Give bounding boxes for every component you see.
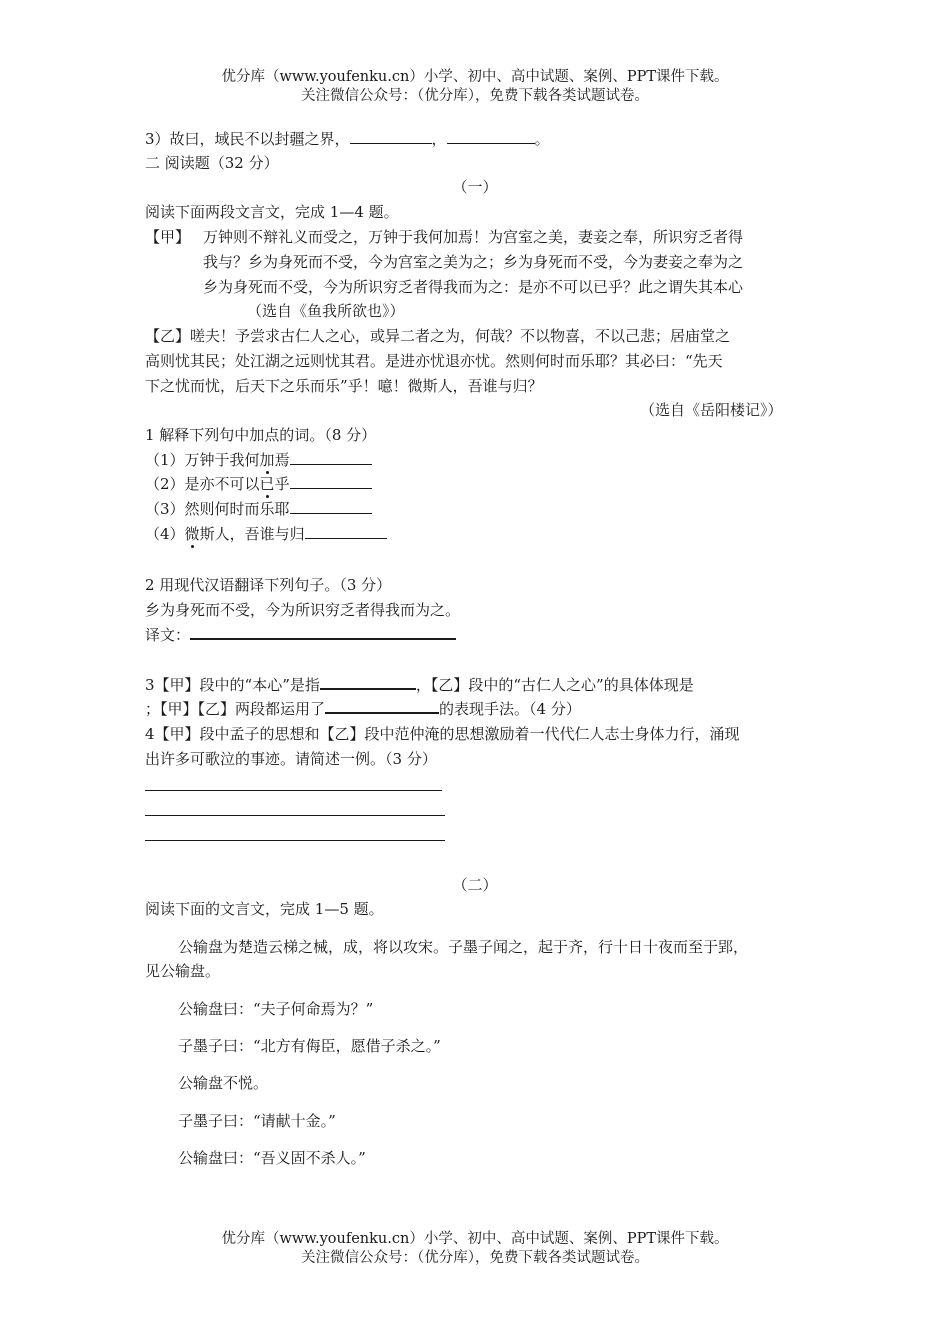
question-4-line: 出许多可歌泣的事迹。请简述一例。（3 分） — [145, 750, 437, 768]
item-text: （4） — [145, 525, 185, 543]
item-text: 焉 — [274, 451, 290, 469]
item-text: （1）万钟于我何 — [145, 451, 260, 469]
item-text: 乎 — [274, 475, 290, 493]
footer-line-2: 关注微信公众号：（优分库），免费下载各类试题试卷。 — [301, 1250, 649, 1266]
passage-jia-tag: 【甲】 — [145, 228, 191, 246]
question-2-sentence: 乡为身死而不受，今为所识穷乏者得我而为之。 — [145, 601, 461, 619]
header-line-1: 优分库（www.youfenku.cn）小学、初中、高中试题、案例、PPT课件下载。 — [221, 69, 729, 85]
question-3-line — [145, 674, 694, 696]
translation-row — [145, 624, 456, 646]
fill-q3-prefix: 3）故曰，域民不以封疆之界， — [145, 130, 350, 148]
dialog-line: 公输盘曰：“夫子何命焉为？” — [178, 1000, 374, 1018]
passage-jia-line: 我与？乡为身死而不受，今为宫室之美为之；乡为身死而不受，今为妻妾之奉为之 — [203, 253, 744, 271]
dotted-word: 已 — [259, 475, 275, 493]
answer-line[interactable] — [145, 840, 445, 841]
dialog-line: 子墨子曰：“北方有侮臣，愿借子杀之。” — [178, 1037, 441, 1055]
passage-jia-line: 乡为身死而不受，今为所识穷乏者得我而为之：是亦不可以已乎？此之谓失其本心 — [203, 278, 744, 296]
answer-blank[interactable] — [320, 674, 416, 690]
dialog-line: 公输盘曰：“吾义固不杀人。” — [178, 1149, 366, 1167]
translation-label: 译文： — [145, 626, 191, 644]
fill-question-3 — [145, 128, 550, 150]
dialog-line: 子墨子曰：“请献十金。” — [178, 1112, 336, 1130]
dotted-word: 微 — [184, 525, 200, 543]
answer-blank[interactable] — [290, 450, 372, 465]
question-4-line: 4【甲】段中孟子的思想和【乙】段中范仲淹的思想激励着一代代仁人志士身体力行，涌现 — [145, 725, 740, 743]
passage-yi-source: （选自《岳阳楼记》） — [640, 401, 783, 419]
answer-line[interactable] — [145, 790, 442, 791]
question-1-item — [145, 473, 372, 495]
answer-blank[interactable] — [290, 474, 372, 489]
answer-blank[interactable] — [305, 524, 387, 539]
passage-yi-line: 高则忧其民；处江湖之远则忧其君。是进亦忧退亦忧。然则何时而乐耶？其必曰：“先天 — [145, 352, 723, 370]
fill-q3-mid: ， — [431, 130, 447, 148]
part2-paragraph: 见公输盘。 — [145, 962, 221, 980]
question-1-item — [145, 523, 387, 545]
part1-intro: 阅读下面两段文言文，完成 1—4 题。 — [145, 203, 399, 221]
q3-text: ；【甲】【乙】两段都运用了 — [145, 700, 326, 718]
q3-text: ，【乙】段中的“古仁人之心”的具体体现是 — [415, 676, 694, 694]
item-text: （2）是亦不可以 — [145, 475, 260, 493]
passage-jia-source: （选自《鱼我所欲也》） — [247, 302, 405, 320]
passage-yi-line: 下之忧而忧，后天下之乐而乐”乎！噫！微斯人，吾谁与归？ — [145, 377, 543, 395]
question-1-item — [145, 498, 372, 520]
fill-q3-suffix: 。 — [534, 130, 550, 148]
section-title: 二 阅读题（32 分） — [145, 154, 279, 172]
question-1-title: 1 解释下列句中加点的词。（8 分） — [145, 426, 377, 444]
answer-blank[interactable] — [325, 698, 439, 714]
part1-label: （一） — [452, 178, 498, 196]
passage-jia-line: 万钟则不辩礼义而受之，万钟于我何加焉！为宫室之美，妻妾之奉，所识穷乏者得 — [203, 228, 744, 246]
part2-intro: 阅读下面的文言文，完成 1—5 题。 — [145, 900, 384, 918]
dialog-line: 公输盘不悦。 — [178, 1074, 269, 1092]
item-text: （3）然则何时而乐耶 — [145, 500, 290, 518]
answer-blank[interactable] — [350, 129, 432, 144]
part2-label: （二） — [452, 876, 498, 894]
answer-blank[interactable] — [447, 129, 535, 144]
item-text: 斯人，吾谁与归 — [199, 525, 305, 543]
question-1-item — [145, 449, 372, 471]
question-2-title: 2 用现代汉语翻译下列句子。（3 分） — [145, 576, 392, 594]
answer-line[interactable] — [145, 815, 445, 816]
q3-text: 的表现手法。（4 分） — [439, 700, 581, 718]
q3-text: 3【甲】段中的“本心”是指 — [145, 676, 320, 694]
passage-yi-line: 【乙】嗟夫！予尝求古仁人之心，或异二者之为，何哉？不以物喜，不以己悲；居庙堂之 — [145, 327, 731, 345]
question-3-line — [145, 698, 581, 720]
part2-paragraph: 公输盘为楚造云梯之械，成，将以攻宋。子墨子闻之，起于齐，行十日十夜而至于郢， — [178, 938, 749, 956]
dotted-word: 加 — [259, 451, 275, 469]
translation-blank[interactable] — [190, 624, 456, 640]
header-line-2: 关注微信公众号：（优分库），免费下载各类试题试卷。 — [301, 88, 649, 104]
answer-blank[interactable] — [290, 499, 372, 514]
footer-line-1: 优分库（www.youfenku.cn）小学、初中、高中试题、案例、PPT课件下载。 — [221, 1231, 729, 1247]
